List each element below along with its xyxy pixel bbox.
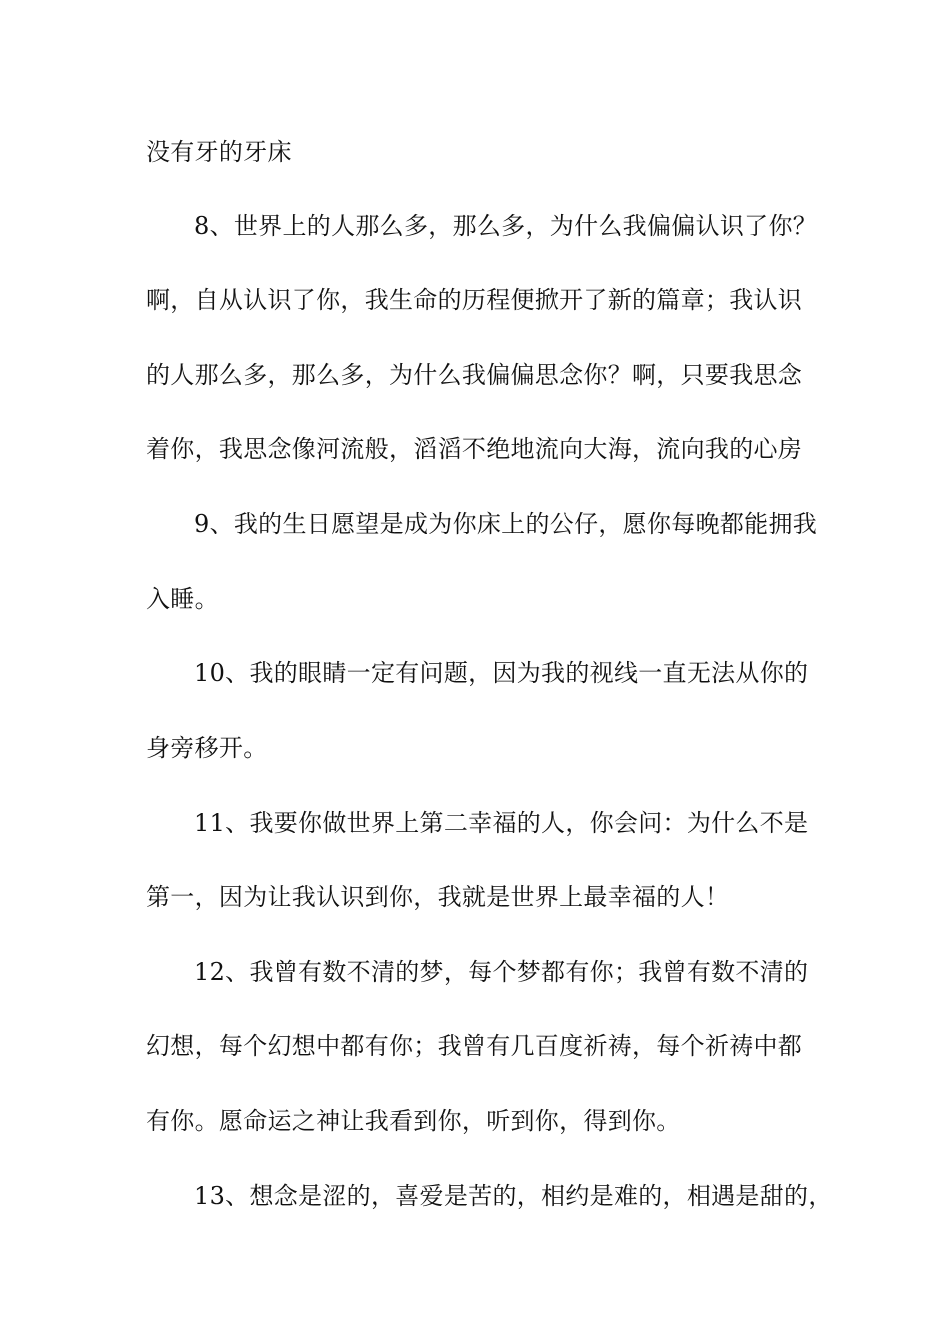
text-line: 没有牙的牙床 [146, 138, 292, 166]
paragraph-8-line-1: 8、世界上的人那么多，那么多，为什么我偏偏认识了你？ [194, 212, 818, 240]
paragraph-11-line-1: 11、我要你做世界上第二幸福的人，你会问：为什么不是 [194, 809, 809, 837]
paragraph-12-line-1: 12、我曾有数不清的梦，每个梦都有你；我曾有数不清的 [194, 958, 809, 986]
paragraph-9-line-1: 9、我的生日愿望是成为你床上的公仔，愿你每晚都能拥我 [194, 510, 818, 538]
text-line: 幻想，每个幻想中都有你；我曾有几百度祈祷，每个祈祷中都 [146, 1032, 803, 1060]
text-line: 有你。愿命运之神让我看到你，听到你，得到你。 [146, 1107, 681, 1135]
text-line: 啊，自从认识了你，我生命的历程便掀开了新的篇章；我认识 [146, 286, 803, 314]
text-line: 入睡。 [146, 585, 219, 613]
paragraph-10-line-1: 10、我的眼睛一定有问题，因为我的视线一直无法从你的 [194, 659, 809, 687]
text-line: 第一，因为让我认识到你，我就是世界上最幸福的人！ [146, 883, 730, 911]
text-line: 着你，我思念像河流般，滔滔不绝地流向大海，流向我的心房 [146, 435, 803, 463]
paragraph-13-line-1: 13、想念是涩的，喜爱是苦的，相约是难的，相遇是甜的， [194, 1182, 833, 1210]
text-line: 身旁移开。 [146, 734, 268, 762]
text-line: 的人那么多，那么多，为什么我偏偏思念你？啊，只要我思念 [146, 361, 803, 389]
